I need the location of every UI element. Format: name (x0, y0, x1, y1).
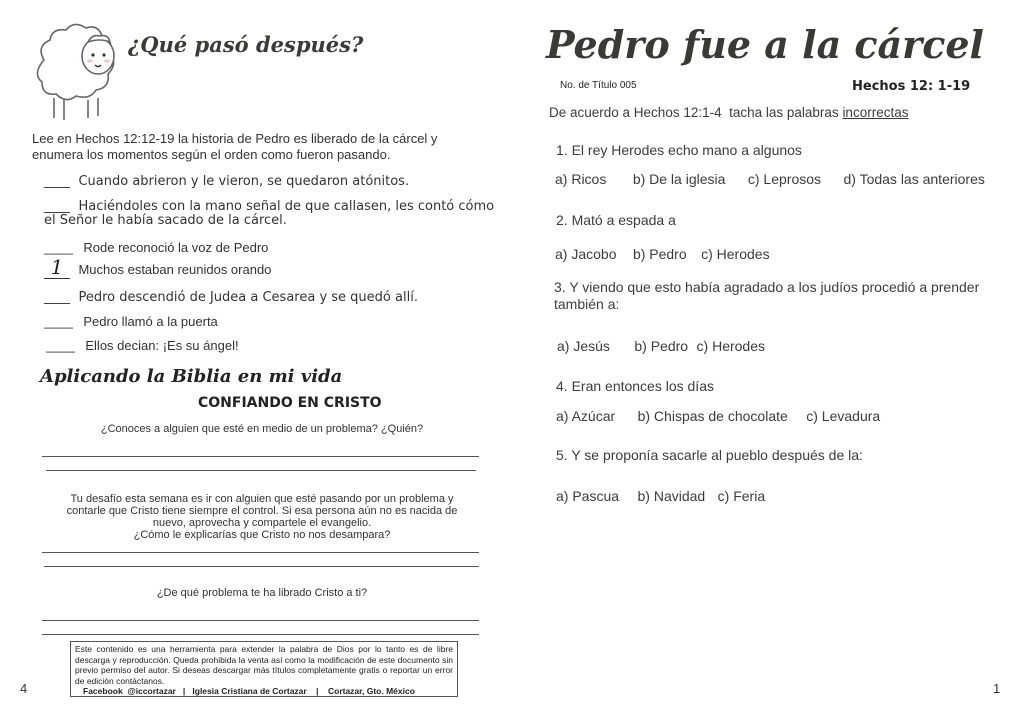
answer-line[interactable] (42, 456, 479, 457)
footer-links: Facebook @iccortazar | Iglesia Cristiana de Cortazar | Cortazar, Gto. México (83, 686, 415, 696)
option[interactable]: d) Todas las anteriores (843, 171, 985, 187)
answer-blank[interactable]: ____ (46, 338, 75, 353)
section-title: ¿Qué pasó después? (128, 32, 364, 57)
intro-text: Lee en Hechos 12:12-19 la historia de Pedro es liberado de la cárcel y enumera los momentos según el orden como fueron pasando. (32, 131, 438, 162)
main-title: Pedro fue a la cárcel (546, 22, 984, 67)
question-3: 3. Y viendo que esto había agradado a los judíos procedió a prender también a: (554, 279, 980, 312)
option[interactable]: c) Herodes (701, 246, 770, 262)
options-row (556, 488, 765, 506)
question-4: 4. Eran entonces los días (556, 378, 714, 394)
option[interactable]: a) Ricos (555, 171, 607, 187)
answer-blank[interactable]: ____ (44, 199, 70, 214)
options-row (555, 246, 770, 264)
instruction: De acuerdo a Hechos 12:1-4 tacha las palabras incorrectas (549, 105, 909, 120)
option[interactable]: b) De la iglesia (632, 171, 726, 187)
answer-blank[interactable]: ____ (44, 290, 70, 305)
options-row (556, 408, 880, 426)
title-number: No. de Título 005 (560, 80, 637, 91)
applying-subtitle: CONFIANDO EN CRISTO (198, 395, 382, 411)
footer-text: Este contenido es una herramienta para extender la palabra de Dios por lo tanto es de libre descarga y reproducción. Queda prohibida la venta así como la modificación de este documento sin previo permiso del autor. Si deseas descargar más títulos completamente gratis o reportar un error de edición contáctanos. (75, 644, 453, 686)
option[interactable]: b) Chispas de chocolate (637, 408, 788, 424)
option[interactable]: a) Pascua (556, 488, 620, 504)
question-1: 1. El rey Herodes echo mano a algunos (556, 142, 802, 158)
underlined-word: incorrectas (842, 105, 909, 120)
option[interactable]: b) Pedro (634, 338, 689, 354)
answer-line[interactable] (42, 634, 479, 635)
bible-reference: Hechos 12: 1-19 (852, 79, 971, 94)
answer-line[interactable] (46, 470, 476, 471)
list-item (44, 239, 268, 257)
list-item (44, 256, 271, 279)
answer-line[interactable] (42, 620, 479, 621)
event-text: Ellos decian: ¡Es su ángel! (85, 338, 239, 353)
option[interactable]: a) Jacobo (555, 246, 617, 262)
option[interactable]: c) Levadura (806, 408, 881, 424)
option[interactable]: a) Azúcar (556, 408, 616, 424)
challenge-text: Tu desafío esta semana es ir con alguien que esté pasando por un problema y contarle que Cristo tiene siempre el control. Si esa persona aún no es nacida de nuevo, aprovecha y compartele el evangelio. ¿Cómo le explicarías que Cristo no nos desampara? (66, 493, 458, 541)
list-item (44, 172, 409, 190)
option[interactable]: b) Navidad (637, 488, 706, 504)
option[interactable]: c) Herodes (696, 338, 765, 354)
event-text-continued: el Señor le había sacado de la cárcel. (44, 213, 287, 228)
footer-notice (70, 641, 458, 697)
event-text: Pedro llamó a la puerta (83, 314, 218, 329)
option[interactable]: b) Pedro (632, 246, 687, 262)
event-text: Rode reconoció la voz de Pedro (83, 240, 269, 255)
option[interactable]: a) Jesús (557, 338, 610, 354)
answer-handwritten[interactable]: 1 (44, 256, 70, 279)
answer-line[interactable] (44, 566, 479, 567)
option[interactable]: c) Leprosos (747, 171, 822, 187)
page-number-right: 1 (993, 681, 1001, 696)
answer-blank[interactable]: ____ (44, 314, 73, 329)
options-row (555, 171, 985, 189)
answer-blank[interactable]: ____ (44, 174, 70, 189)
option[interactable]: c) Feria (717, 488, 766, 504)
sheep-illustration (30, 20, 122, 122)
page-number-left: 4 (20, 681, 28, 696)
question-3: ¿De qué problema te ha librado Cristo a ti? (156, 587, 368, 599)
options-row (557, 338, 765, 356)
answer-blank[interactable]: ____ (44, 240, 73, 255)
event-text: Cuando abrieron y le vieron, se quedaron atónitos. (78, 174, 410, 189)
event-text: Haciéndoles con la mano señal de que callasen, les contó cómo (78, 199, 495, 214)
list-item (44, 288, 418, 306)
question-2: 2. Mató a espada a (556, 212, 676, 228)
list-item (44, 313, 218, 331)
question-5: 5. Y se proponía sacarle al pueblo después de la: (556, 447, 863, 463)
question-1: ¿Conoces a alguien que esté en medio de un problema? ¿Quién? (100, 423, 424, 435)
answer-line[interactable] (42, 552, 479, 553)
list-item (46, 337, 239, 355)
event-text: Pedro descendió de Judea a Cesarea y se quedó allí. (78, 290, 418, 305)
event-text: Muchos estaban reunidos orando (78, 262, 272, 277)
applying-title: Aplicando la Biblia en mi vida (40, 366, 343, 387)
